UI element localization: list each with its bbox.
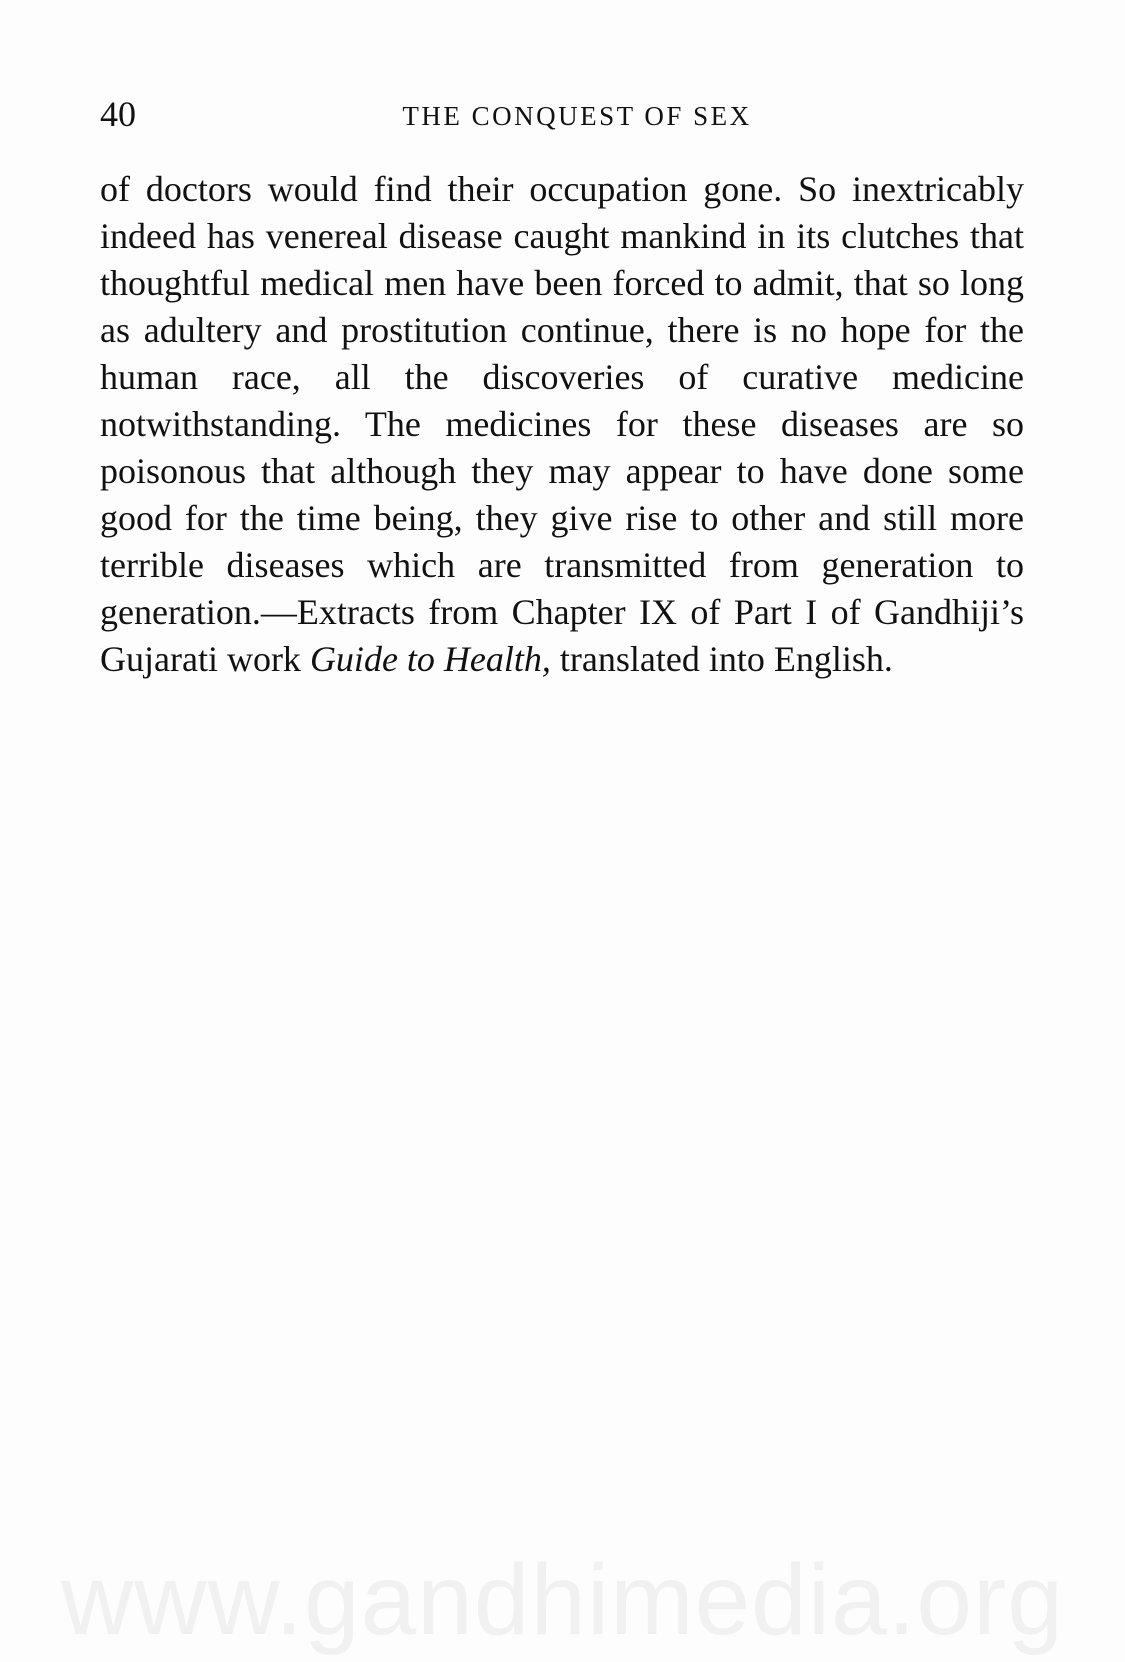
work-title: Guide to Health, — [309, 639, 551, 679]
paragraph-text-start: of doctors would find their occupation gone. So inextricably indeed has venereal disease caught mankind in its clutches that thoughtful medical men have been forced to admit, that so long as adultery and prostitution continue, there is no hope for the human race, all the discoveries of curative medicine notwithstanding. The medicines for these diseases are so poisonous that although they may appear to have done some good for the time being, they give rise to other and still more terrible diseases which are transmitted from generation to generation.—Extracts from Chapter IX of Part I of Gandhiji’s Gujarati work — [100, 169, 1024, 679]
page-number: 40 — [100, 94, 136, 134]
body-paragraph — [100, 166, 1024, 683]
running-head — [100, 92, 1024, 142]
watermark-logo: www.gandhimedia.org — [61, 1544, 1064, 1656]
running-title: THE CONQUEST OF SEX — [402, 101, 752, 131]
paragraph-text-end: translated into English. — [550, 639, 893, 679]
